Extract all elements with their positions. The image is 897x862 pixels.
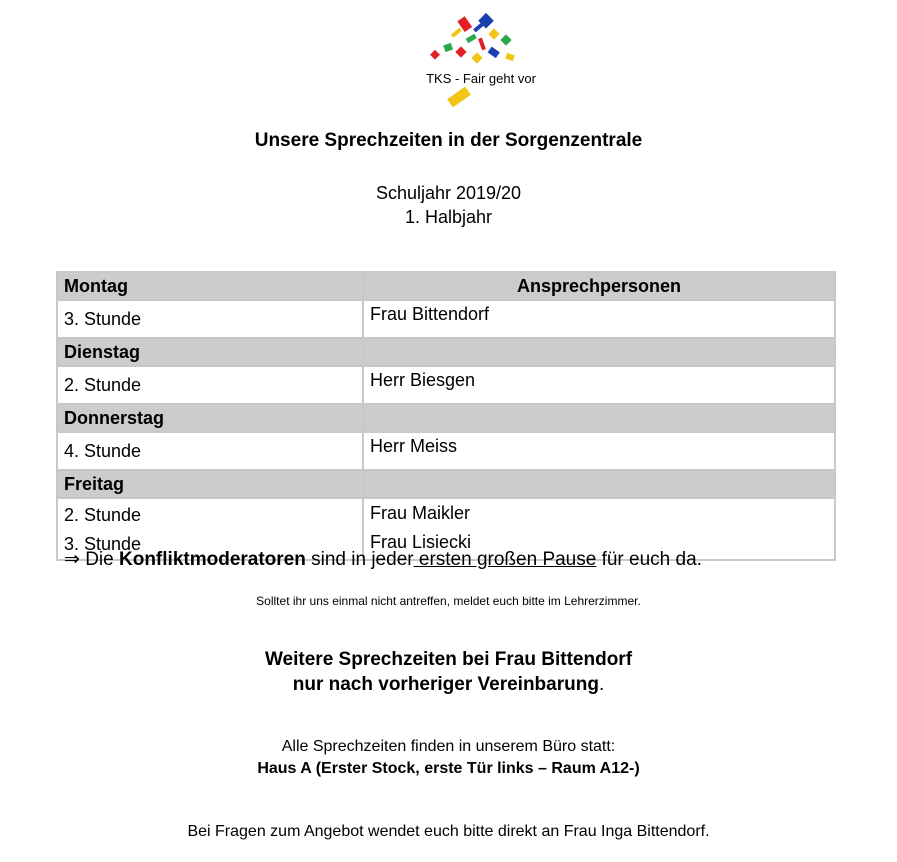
logo-graphic [418, 12, 538, 112]
empty-header-cell [363, 470, 835, 498]
person-cell: Herr Biesgen [363, 366, 835, 404]
table-row [57, 300, 835, 338]
logo-caption: TKS - Fair geht vor [426, 71, 536, 86]
empty-header-cell [363, 338, 835, 366]
weitere-period: . [598, 674, 605, 695]
persons-header: Ansprechpersonen [363, 272, 835, 300]
schedule-table [56, 271, 836, 561]
table-header-row [57, 272, 835, 300]
konflikt-line [64, 548, 702, 571]
konflikt-text-1: Die [79, 549, 119, 570]
time-cell: 4. Stunde [57, 432, 363, 470]
contact-text: Bei Fragen zum Angebot wendet euch bitte direkt an Frau Inga Bittendorf. [187, 823, 710, 840]
semester: 1. Halbjahr [404, 207, 493, 227]
day-label: Freitag [57, 470, 363, 498]
person-line: Frau Maikler [370, 503, 471, 523]
table-row [57, 432, 835, 470]
page-title: Unsere Sprechzeiten in der Sorgenzentrale [254, 130, 643, 151]
konflikt-bold: Konfliktmoderatoren [119, 549, 306, 570]
day-row [57, 404, 835, 432]
tks-logo [418, 12, 538, 112]
day-row [57, 338, 835, 366]
weitere-line-2 [0, 672, 897, 697]
arrow-icon: ⇒ [64, 549, 80, 570]
time-line: 2. Stunde [64, 505, 142, 525]
day-label: Dienstag [57, 338, 363, 366]
konflikt-underlined: ersten großen Pause [413, 549, 597, 570]
person-cell: Herr Meiss [363, 432, 835, 470]
weitere-line-2-text: nur nach vorheriger Vereinbarung [292, 674, 599, 695]
table-row [57, 366, 835, 404]
time-line: 3. Stunde [64, 534, 142, 554]
time-cell: 3. Stunde [57, 300, 363, 338]
empty-header-cell [363, 404, 835, 432]
location-intro: Alle Sprechzeiten finden in unserem Büro statt: [281, 738, 616, 755]
day-row [57, 470, 835, 498]
location-place: Haus A (Erster Stock, erste Tür links – Raum A12-) [257, 760, 640, 777]
person-line: Frau Lisiecki [370, 532, 472, 552]
konflikt-text-3: für euch da. [596, 549, 702, 570]
time-cell: 2. Stunde [57, 366, 363, 404]
konflikt-text-2: sind in jeder [305, 549, 414, 570]
note-text: Solltet ihr uns einmal nicht antreffen, meldet euch bitte im Lehrerzimmer. [256, 594, 641, 608]
day-label: Donnerstag [57, 404, 363, 432]
school-year: Schuljahr 2019/20 [375, 183, 522, 203]
person-cell: Frau Bittendorf [363, 300, 835, 338]
weitere-line-1: Weitere Sprechzeiten bei Frau Bittendorf [264, 649, 633, 670]
day-header: Montag [57, 272, 363, 300]
